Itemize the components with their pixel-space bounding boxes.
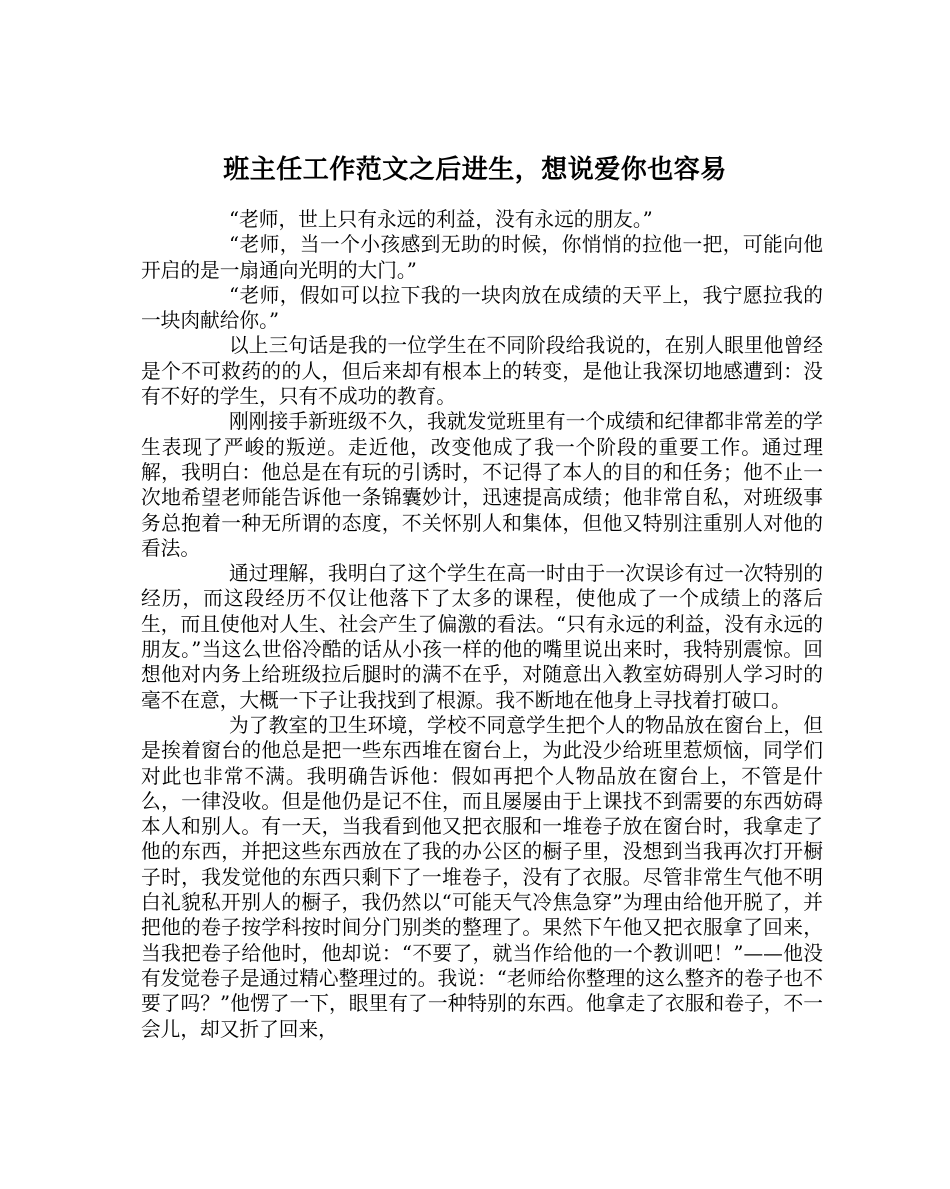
paragraph-intro: 以上三句话是我的一位学生在不同阶段给我说的，在别人眼里他曾经是个不可救药的的人，但后来却有根本上的转变，是他让我深切地感遭到：没有不好的学生，只有不成功的教育。 — [141, 334, 823, 409]
paragraph-new-class: 刚刚接手新班级不久，我就发觉班里有一个成绩和纪律都非常差的学生表现了严峻的叛逆。走近他，改变他成了我一个阶段的重要工作。通过理解，我明白：他总是在有玩的引诱时，不记得了本人的目的和任务；他不止一次地希望老师能告诉他一条锦囊妙计，迅速提高成绩；他非常自私，对班级事务总抱着一种无所谓的态度，不关怀别人和集体，但他又特别注重别人对他的看法。 — [141, 410, 823, 560]
paragraph-quote-1: “老师，世上只有永远的利益，没有永远的朋友。” — [229, 208, 653, 231]
document-title: 班主任工作范文之后进生，想说爱你也容易 — [223, 155, 727, 186]
paragraph-understanding: 通过理解，我明白了这个学生在高一时由于一次误诊有过一次特别的经历，而这段经历不仅让他落下了太多的课程，使他成了一个成绩上的落后生，而且使他对人生、社会产生了偏激的看法。“只有永远的利益，没有永远的朋友。”当这么世俗冷酷的话从小孩一样的他的嘴里说出来时，我特别震惊。回想他对内务上给班级拉后腿时的满不在乎，对随意出入教室妨碍别人学习时的毫不在意，大概一下子让我找到了根源。我不断地在他身上寻找着打破口。 — [141, 562, 823, 712]
paragraph-windowsill: 为了教室的卫生环境，学校不同意学生把个人的物品放在窗台上，但是挨着窗台的他总是把一些东西堆在窗台上，为此没少给班里惹烦恼，同学们对此也非常不满。我明确告诉他：假如再把个人物品放在窗台上，不管是什么，一律没收。但是他仍是记不住，而且屡屡由于上课找不到需要的东西妨碍本人和别人。有一天，当我看到他又把衣服和一堆卷子放在窗台时，我拿走了他的东西，并把这些东西放在了我的办公区的橱子里，没想到当我再次打开橱子时，我发觉他的东西只剩下了一堆卷子，没有了衣服。尽管非常生气他不明白礼貌私开别人的橱子，我仍然以“可能天气冷焦急穿”为理由给他开脱了，并把他的卷子按学科按时间分门别类的整理了。果然下午他又把衣服拿了回来，当我把卷子给他时，他却说：“不要了，就当作给他的一个教训吧！”——他没有发觉卷子是通过精心整理过的。我说：“老师给你整理的这么整齐的卷子也不要了吗？”他愣了一下，眼里有了一种特别的东西。他拿走了衣服和卷子，不一会儿，却又折了回来， — [141, 713, 823, 1041]
paragraph-quote-2: “老师，当一个小孩感到无助的时候，你悄悄的拉他一把，可能向他开启的是一扇通向光明的大门。” — [141, 233, 823, 282]
paragraph-quote-3: “老师，假如可以拉下我的一块肉放在成绩的天平上，我宁愿拉我的一块肉献给你。” — [141, 283, 823, 333]
document-body — [141, 207, 823, 1042]
